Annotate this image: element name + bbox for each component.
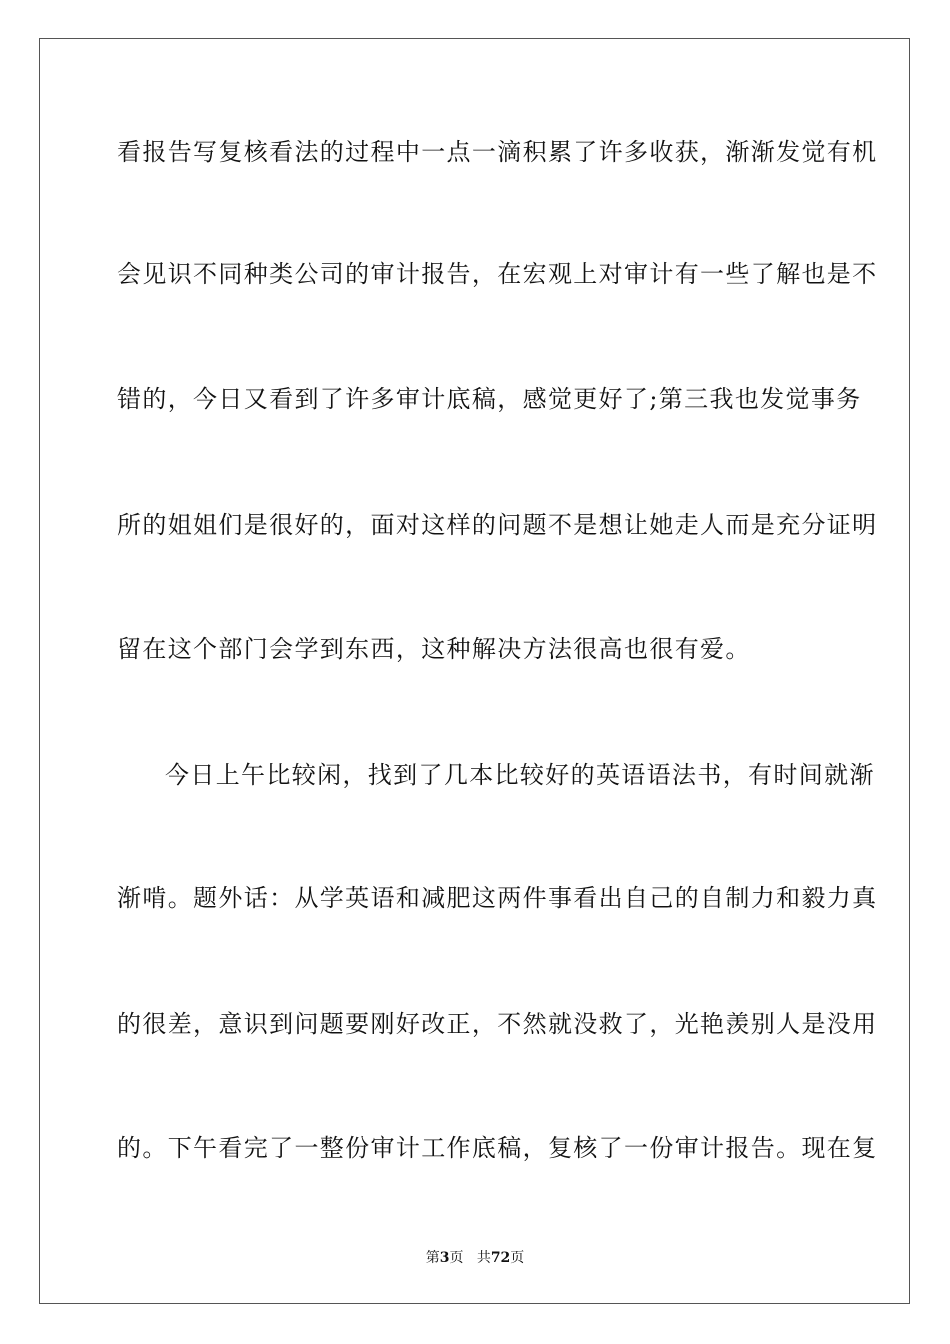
paragraph-line: 渐啃。题外话：从学英语和减肥这两件事看出自己的自制力和毅力真 (117, 884, 878, 912)
paragraph-line: 会见识不同种类公司的审计报告，在宏观上对审计有一些了解也是不 (117, 260, 878, 288)
page-suffix: 页 (449, 1250, 464, 1266)
paragraph-line: 看报告写复核看法的过程中一点一滴积累了许多收获，渐渐发觉有机 (117, 138, 878, 166)
page-number-footer (0, 1249, 950, 1267)
paragraph-line: 所的姐姐们是很好的，面对这样的问题不是想让她走人而是充分证明 (117, 511, 878, 539)
page-border (39, 38, 910, 1304)
paragraph-line: 留在这个部门会学到东西，这种解决方法很高也很有爱。 (117, 635, 751, 663)
paragraph-line: 错的，今日又看到了许多审计底稿，感觉更好了;第三我也发觉事务 (117, 385, 862, 413)
paragraph-line: 的很差，意识到问题要刚好改正，不然就没救了，光艳羡别人是没用 (117, 1010, 878, 1038)
total-pages: 72 (490, 1250, 511, 1266)
page-prefix: 第 (425, 1250, 440, 1266)
total-prefix: 共 (476, 1250, 491, 1266)
paragraph-line: 的。下午看完了一整份审计工作底稿，复核了一份审计报告。现在复 (117, 1134, 878, 1162)
paragraph-line: 今日上午比较闲，找到了几本比较好的英语语法书，有时间就渐 (165, 761, 875, 789)
total-suffix: 页 (510, 1250, 525, 1266)
page-number: 3 (439, 1250, 450, 1266)
